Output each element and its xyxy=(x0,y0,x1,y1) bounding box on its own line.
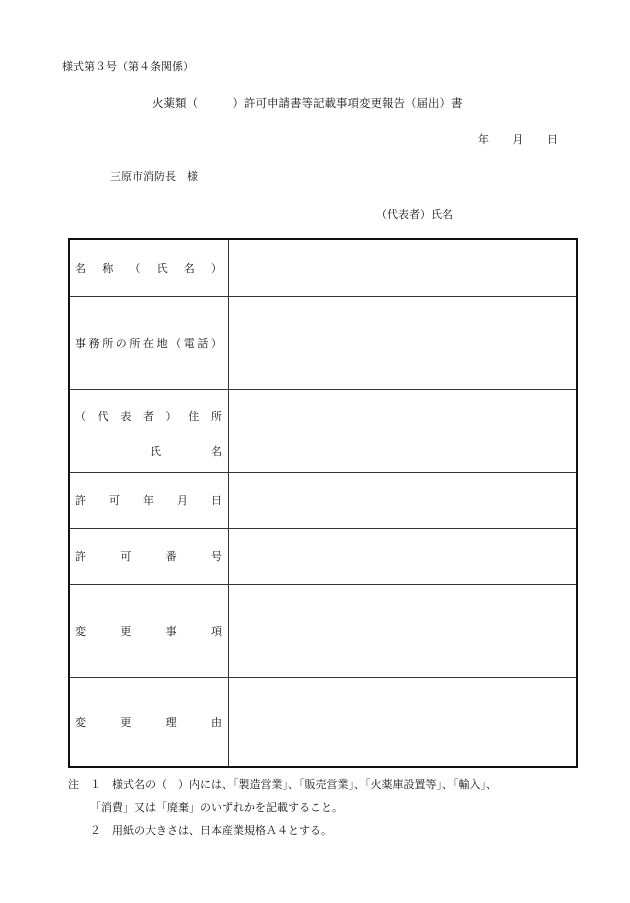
label-cell xyxy=(70,296,229,389)
label-glyph: 話 xyxy=(197,336,209,350)
label-glyph: 可 xyxy=(120,550,132,563)
label-glyph: 更 xyxy=(120,624,132,638)
label-glyph: 月 xyxy=(177,494,188,507)
label-glyph: 番 xyxy=(165,550,177,563)
table-row-permit-date xyxy=(70,472,576,529)
note-2: ２ 用紙の大きさは、日本産業規格Ａ４とする。 xyxy=(90,824,332,837)
value-representative[interactable] xyxy=(229,389,576,472)
label-glyph: 変 xyxy=(75,624,86,638)
row-label-change-items xyxy=(75,623,222,639)
label-glyph: （ xyxy=(170,336,182,350)
label-glyph: 氏 xyxy=(150,445,161,458)
label-glyph: （ xyxy=(129,262,141,275)
label-cell xyxy=(70,584,229,677)
label-glyph: 可 xyxy=(109,494,120,507)
addressee: 三原市消防長 様 xyxy=(110,170,198,183)
value-permit-date[interactable] xyxy=(229,472,576,528)
value-change-items[interactable] xyxy=(229,584,576,677)
label-glyph: 称 xyxy=(102,262,114,275)
value-permit-number[interactable] xyxy=(229,528,576,584)
row-label-permit-date xyxy=(75,492,222,508)
label-glyph: 年 xyxy=(143,494,154,507)
value-office-address[interactable] xyxy=(229,296,576,389)
label-glyph: 事 xyxy=(75,336,86,350)
label-glyph: 許 xyxy=(75,550,86,563)
value-change-reason[interactable] xyxy=(229,677,576,766)
form-number: 様式第３号（第４条関係） xyxy=(62,60,194,73)
label-glyph: 務 xyxy=(88,336,100,350)
date-day: 日 xyxy=(547,133,558,146)
label-glyph: ） xyxy=(210,336,222,350)
table-row-representative xyxy=(70,389,576,473)
label-cell xyxy=(70,472,229,528)
label-glyph: 所 xyxy=(210,410,222,423)
row-label-rep-name xyxy=(150,443,222,459)
label-glyph: 許 xyxy=(75,494,86,507)
row-label-permit-number xyxy=(75,548,222,564)
label-glyph: 名 xyxy=(183,262,195,275)
label-glyph: 地 xyxy=(156,336,168,350)
form-title: 火薬類（ ）許可申請書等記載事項変更報告（届出）書 xyxy=(152,96,463,110)
table-row-change-reason xyxy=(70,677,576,766)
row-label-office-address xyxy=(75,335,222,351)
row-label-rep-address xyxy=(75,408,222,424)
label-glyph: 項 xyxy=(210,624,222,638)
label-glyph: 由 xyxy=(210,715,222,729)
label-glyph: 所 xyxy=(129,336,141,350)
label-glyph: （ xyxy=(75,410,86,423)
label-glyph: 事 xyxy=(165,624,177,638)
label-glyph: 更 xyxy=(120,715,132,729)
row-label-change-reason xyxy=(75,714,222,730)
note-1-line-1: 注 １ 様式名の（ ）内には、「製造営業」、「販売営業」、「火薬庫設置等」、「輸入」、 xyxy=(68,778,497,791)
label-glyph: 在 xyxy=(142,336,154,350)
label-glyph: 氏 xyxy=(156,262,168,275)
date-year: 年 xyxy=(478,133,489,146)
label-cell xyxy=(70,389,229,472)
label-cell xyxy=(70,677,229,766)
label-glyph: 住 xyxy=(188,410,200,423)
label-glyph: 表 xyxy=(120,410,132,423)
row-label-name xyxy=(75,260,222,276)
label-glyph: ） xyxy=(210,262,222,275)
table-row-permit-number xyxy=(70,528,576,585)
label-glyph: 所 xyxy=(102,336,114,350)
table-row-change-items xyxy=(70,584,576,678)
form-table xyxy=(68,238,578,768)
label-cell xyxy=(70,528,229,584)
label-glyph: 変 xyxy=(75,715,86,729)
label-glyph: 号 xyxy=(210,550,222,563)
table-row-name xyxy=(70,240,576,297)
label-glyph: の xyxy=(115,336,127,350)
date-month: 月 xyxy=(512,133,524,146)
label-glyph: 名 xyxy=(211,445,222,458)
date-line xyxy=(478,131,558,147)
label-glyph: 者 xyxy=(142,410,154,423)
note-1-line-2: 「消費」又は「廃棄」のいずれかを記載すること。 xyxy=(90,801,343,814)
label-glyph: ） xyxy=(165,410,177,423)
label-glyph: 日 xyxy=(211,494,222,507)
table-row-office-address xyxy=(70,296,576,390)
label-glyph: 名 xyxy=(75,262,86,275)
label-glyph: 電 xyxy=(183,336,195,350)
signer-name-label: （代表者）氏名 xyxy=(376,208,453,221)
label-cell xyxy=(70,240,229,296)
label-glyph: 代 xyxy=(97,410,109,423)
label-glyph: 理 xyxy=(165,715,177,729)
value-name[interactable] xyxy=(229,240,576,296)
